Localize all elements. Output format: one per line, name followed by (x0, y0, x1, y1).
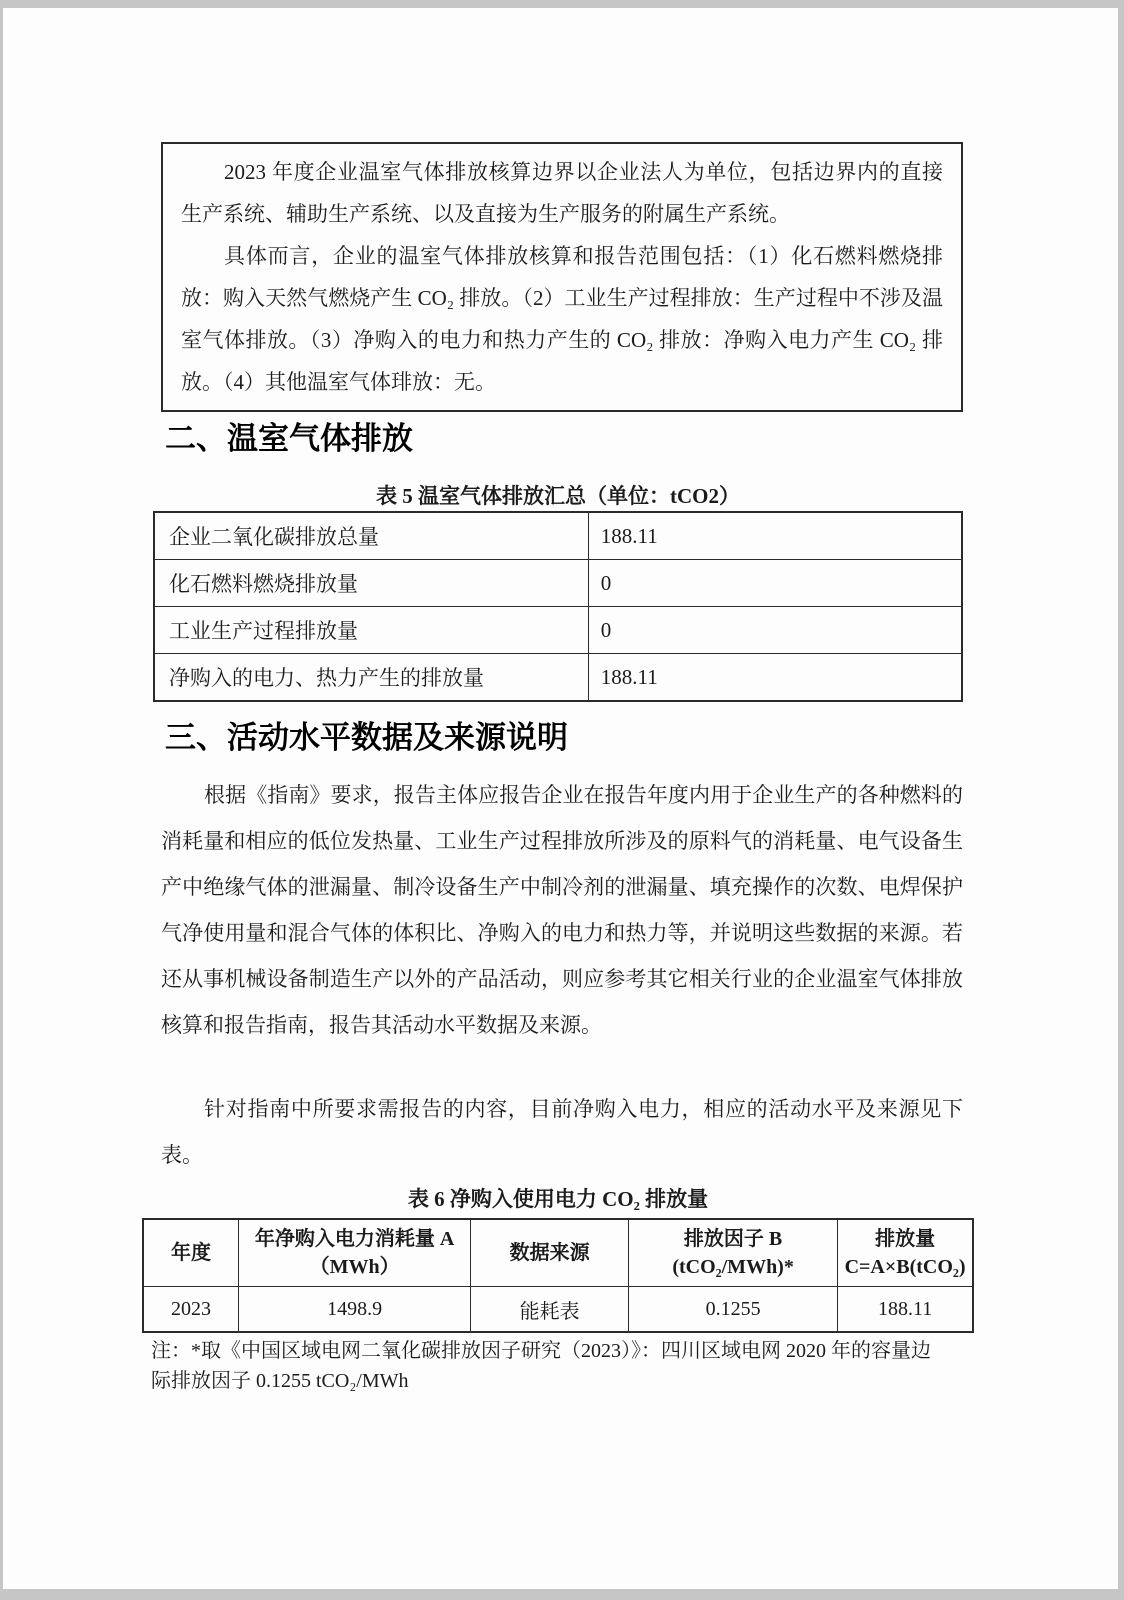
accounting-boundary-box (161, 142, 963, 412)
table5-row1-value: 188.11 (588, 512, 962, 560)
table5-row4-label: 净购入的电力、热力产生的排放量 (154, 654, 588, 702)
activity-data-paragraph-2: 针对指南中所要求需报告的内容，目前净购入电力，相应的活动水平及来源见下表。 (161, 1097, 963, 1167)
table6-header-emission-amount: 排放量 C=A×B(tCO₂) (838, 1219, 973, 1287)
table-row (154, 607, 962, 654)
table-row (143, 1287, 973, 1333)
footnote-line-1: 注：*取《中国区域电网二氧化碳排放因子研究（2023）》：四川区域电网 2020 年的容量边 (151, 1340, 931, 1362)
activity-data-paragraph-1: 根据《指南》要求，报告主体应报告企业在报告年度内用于企业生产的各种燃料的消耗量和相应的低位发热量、工业生产过程排放所涉及的原料气的消耗量、电气设备生产中绝缘气体的泄漏量、制冷设备生产中制冷剂的泄漏量、填充操作的次数、电焊保护气净使用量和混合气体的体积比、净购入的电力和热力等，并说明这些数据的来源。若还从事机械设备制造生产以外的产品活动，则应参考其它相关行业的企业温室气体排放核算和报告指南，报告其活动水平数据及来源。 (161, 783, 963, 1037)
table5-ghg-emissions-summary (153, 511, 963, 702)
table6-header-data-source: 数据来源 (471, 1219, 629, 1287)
table6-purchased-electricity-emissions (142, 1218, 974, 1333)
table6-header-consumption: 年净购入电力消耗量 A （MWh） (238, 1219, 470, 1287)
table6-cell-source: 能耗表 (471, 1287, 629, 1333)
table5-row3-value: 0 (588, 607, 962, 654)
table6-header-year: 年度 (143, 1219, 238, 1287)
table-row (154, 512, 962, 560)
section2-heading: 二、温室气体排放 (165, 421, 413, 456)
table5-row3-label: 工业生产过程排放量 (154, 607, 588, 654)
boundary-paragraph-2: 具体而言，企业的温室气体排放核算和报告范围包括：（1）化石燃料燃烧排放：购入天然气燃烧产生 CO₂ 排放。（2）工业生产过程排放：生产过程中不涉及温室气体排放。（3）净购入的电力和热力产生的 CO₂ 排放：净购入电力产生 CO₂ 排放。（4）其他温室气体琲放：无。 (181, 244, 943, 394)
footnote-line-2: 际排放因子 0.1255 tCO₂/MWh (151, 1370, 409, 1392)
table5-row2-value: 0 (588, 560, 962, 607)
table5-row2-label: 化石燃料燃烧排放量 (154, 560, 588, 607)
table-row (154, 654, 962, 702)
table6-caption: 表 6 净购入使用电力 CO₂ 排放量 (407, 1187, 709, 1211)
table6-cell-emission: 188.11 (838, 1287, 973, 1333)
table6-cell-factor: 0.1255 (629, 1287, 838, 1333)
table6-header-emission-factor: 排放因子 B (tCO₂/MWh)* (629, 1219, 838, 1287)
section3-heading: 三、活动水平数据及来源说明 (165, 720, 568, 755)
boundary-paragraph-1: 2023 年度企业温室气体排放核算边界以企业法人为单位，包括边界内的直接生产系统、辅助生产系统、以及直接为生产服务的附属生产系统。 (181, 160, 943, 226)
table5-row1-label: 企业二氧化碳排放总量 (154, 512, 588, 560)
table-header-row (143, 1219, 973, 1287)
table6-footnote (151, 1336, 971, 1396)
table5-row4-value: 188.11 (588, 654, 962, 702)
table6-cell-consumption: 1498.9 (238, 1287, 470, 1333)
table6-cell-year: 2023 (143, 1287, 238, 1333)
table5-caption: 表 5 温室气体排放汇总（单位：tCO2） (376, 484, 740, 508)
document-page (3, 8, 1118, 1589)
table-row (154, 560, 962, 607)
